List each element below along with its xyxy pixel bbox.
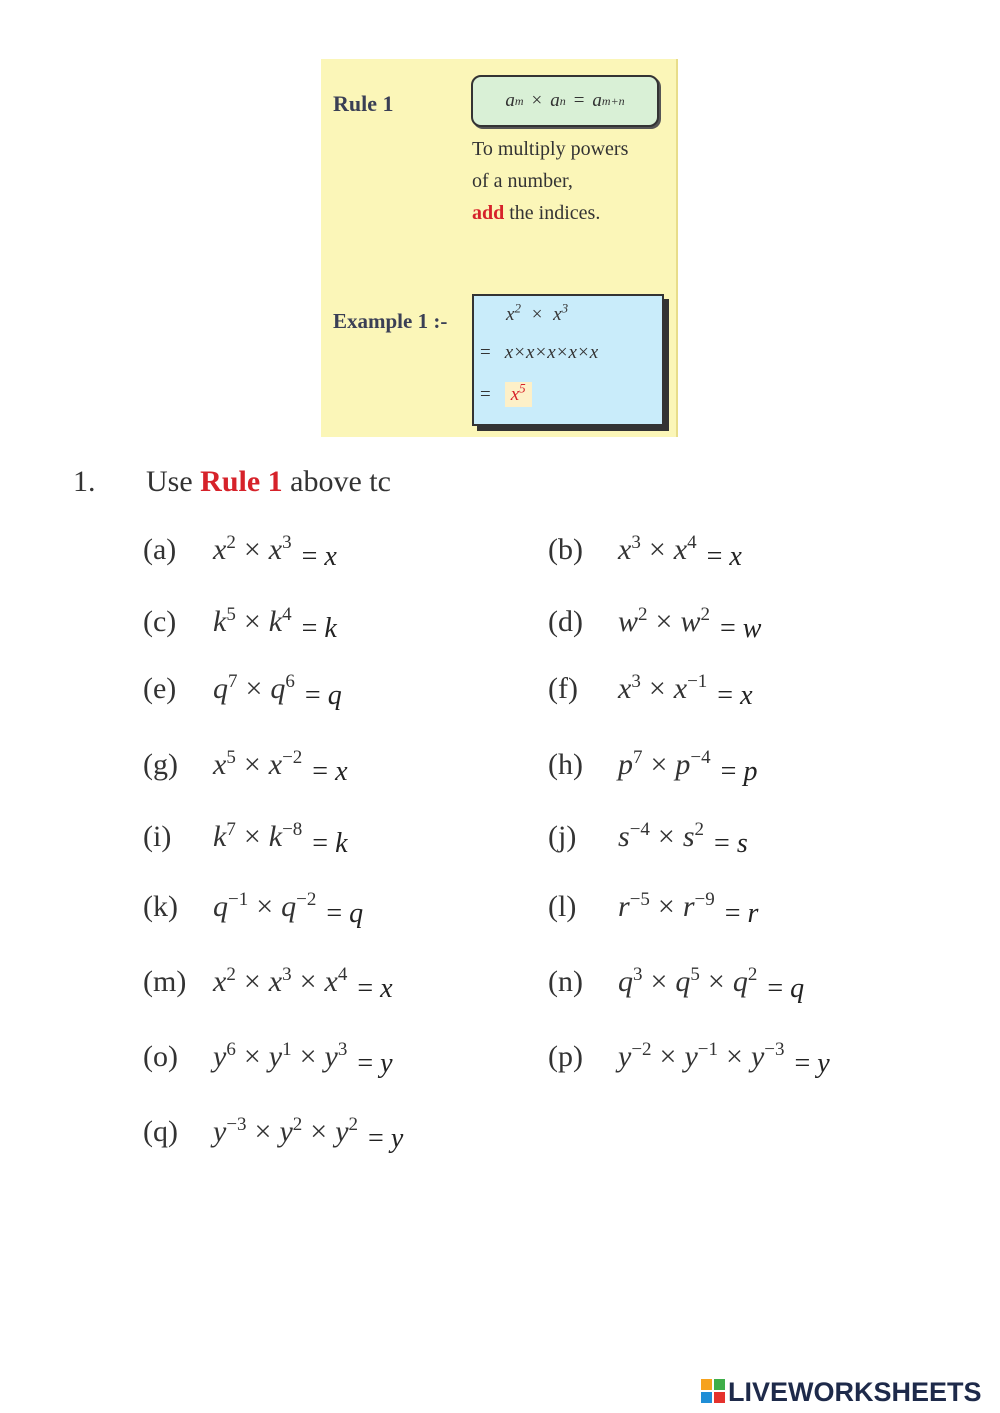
rule-desc-line bbox=[472, 197, 628, 229]
exercise-label: (i) bbox=[143, 820, 172, 853]
term-base: q bbox=[270, 672, 286, 705]
equals-sign: = bbox=[767, 973, 784, 1004]
exercise-expression bbox=[618, 890, 715, 923]
example-base: x bbox=[506, 304, 515, 325]
term-exponent: 6 bbox=[285, 671, 295, 692]
answer-stub bbox=[720, 613, 761, 644]
example-base: x bbox=[510, 384, 520, 405]
term-base: x bbox=[673, 672, 688, 705]
exercise-expression bbox=[618, 820, 704, 853]
exercise-expression bbox=[213, 890, 316, 923]
term-exponent: 4 bbox=[687, 532, 697, 553]
example-equals: = bbox=[480, 342, 491, 363]
exercise-expression bbox=[213, 672, 295, 705]
exercise-label: (f) bbox=[548, 672, 578, 705]
term-exponent: −1 bbox=[697, 1039, 719, 1060]
term-base: r bbox=[682, 890, 695, 923]
term-exponent: 2 bbox=[226, 964, 236, 985]
exercise-expression bbox=[618, 748, 711, 781]
term-base: y bbox=[268, 1040, 283, 1073]
exercise-item bbox=[548, 604, 762, 644]
term-base: y bbox=[213, 1115, 227, 1148]
answer-stub bbox=[714, 828, 748, 859]
answer-base: q bbox=[327, 680, 342, 711]
times-sign: × bbox=[648, 672, 666, 705]
term-exponent: −4 bbox=[629, 819, 650, 840]
exercise-item bbox=[548, 747, 758, 787]
times-sign: × bbox=[243, 965, 261, 998]
equals-sign: = bbox=[706, 541, 723, 572]
term-base: y bbox=[279, 1115, 293, 1148]
term-exponent: 2 bbox=[694, 819, 705, 840]
equals-sign: = bbox=[312, 756, 329, 787]
exercise-item bbox=[143, 604, 337, 644]
exercise-item bbox=[548, 1039, 830, 1079]
times-sign: × bbox=[243, 533, 261, 566]
term-base: x bbox=[268, 533, 283, 566]
term-exponent: −1 bbox=[687, 671, 708, 692]
times-sign: × bbox=[659, 1040, 677, 1073]
answer-base: w bbox=[742, 613, 762, 644]
term-base: s bbox=[682, 820, 695, 853]
equals-sign: = bbox=[368, 1123, 384, 1154]
exercise-item bbox=[548, 889, 759, 929]
formula-base: a bbox=[550, 90, 560, 111]
exercise-item bbox=[548, 532, 742, 572]
term-exponent: 3 bbox=[633, 964, 643, 985]
term-base: k bbox=[213, 605, 227, 638]
exercise-expression bbox=[618, 533, 697, 566]
term-base: x bbox=[324, 965, 338, 998]
times-sign: × bbox=[707, 965, 725, 998]
question-post: above tc bbox=[282, 465, 391, 498]
equals-sign: = bbox=[357, 1048, 374, 1079]
answer-base: x bbox=[324, 541, 337, 572]
term-base: y bbox=[335, 1115, 349, 1148]
answer-base: r bbox=[747, 898, 759, 929]
exercise-label: (l) bbox=[548, 890, 577, 923]
exercise-label: (h) bbox=[548, 748, 583, 781]
equals-sign: = bbox=[794, 1048, 811, 1079]
term-exponent: 7 bbox=[226, 819, 236, 840]
example-expansion: x×x×x×x×x bbox=[504, 342, 599, 363]
exercise-expression bbox=[618, 965, 757, 998]
exercise-label: (k) bbox=[143, 890, 178, 923]
answer-stub bbox=[357, 973, 392, 1004]
term-exponent: −4 bbox=[690, 747, 711, 768]
exercise-item bbox=[143, 671, 342, 711]
exercise-label: (n) bbox=[548, 965, 583, 998]
term-base: x bbox=[213, 533, 227, 566]
rule-desc-highlight: add bbox=[472, 202, 505, 224]
term-exponent: 3 bbox=[337, 1039, 348, 1060]
example-equals: = bbox=[480, 384, 491, 405]
times-sign: × bbox=[254, 1115, 272, 1148]
rule-desc-line: of a number, bbox=[472, 170, 573, 192]
term-exponent: −2 bbox=[282, 747, 303, 768]
term-base: r bbox=[618, 890, 630, 923]
example-line-1 bbox=[506, 300, 569, 326]
term-base: x bbox=[213, 965, 227, 998]
term-base: y bbox=[213, 1040, 227, 1073]
answer-base: x bbox=[335, 756, 348, 787]
answer-base: q bbox=[349, 898, 364, 929]
answer-base: y bbox=[380, 1048, 393, 1079]
answer-base: x bbox=[380, 973, 393, 1004]
logo-text: LIVEWORKSHEETS bbox=[728, 1377, 982, 1407]
exercise-expression bbox=[618, 672, 707, 705]
formula-base: a bbox=[592, 90, 602, 111]
term-base: w bbox=[680, 605, 701, 638]
answer-base: k bbox=[324, 613, 337, 644]
term-exponent: 2 bbox=[292, 1114, 303, 1135]
exercise-label: (o) bbox=[143, 1040, 178, 1073]
term-base: q bbox=[675, 965, 691, 998]
term-base: p bbox=[675, 748, 691, 781]
answer-stub bbox=[767, 973, 804, 1004]
term-exponent: 3 bbox=[282, 964, 292, 985]
times-sign: × bbox=[299, 1040, 317, 1073]
answer-stub bbox=[302, 541, 337, 572]
question-pre: Use bbox=[146, 465, 201, 498]
exercise-label: (a) bbox=[143, 533, 177, 566]
exercise-label: (d) bbox=[548, 605, 583, 638]
equals-sign: = bbox=[724, 898, 741, 929]
term-exponent: −3 bbox=[764, 1039, 785, 1060]
exercise-item bbox=[548, 819, 748, 859]
answer-base: p bbox=[743, 756, 758, 787]
exercise-label: (m) bbox=[143, 965, 187, 998]
term-exponent: 2 bbox=[638, 604, 648, 625]
answer-stub bbox=[326, 898, 363, 929]
term-base: w bbox=[618, 605, 639, 638]
question-rule-ref: Rule 1 bbox=[200, 465, 283, 498]
term-base: x bbox=[618, 672, 632, 705]
rule-desc-text: the indices. bbox=[504, 202, 601, 224]
exercise-label: (g) bbox=[143, 748, 178, 781]
exercise-item bbox=[143, 819, 348, 859]
answer-stub bbox=[305, 680, 342, 711]
exercise-item bbox=[143, 532, 337, 572]
term-base: p bbox=[618, 748, 633, 781]
example-line-3 bbox=[480, 380, 532, 406]
term-exponent: 5 bbox=[226, 747, 236, 768]
term-base: x bbox=[213, 748, 227, 781]
term-base: q bbox=[213, 890, 228, 923]
term-base: y bbox=[324, 1040, 338, 1073]
term-base: x bbox=[268, 965, 283, 998]
answer-stub bbox=[717, 680, 752, 711]
equals-sign: = bbox=[714, 828, 730, 859]
exercise-expression bbox=[618, 605, 710, 638]
exercise-expression bbox=[618, 1040, 784, 1073]
formula-base: a bbox=[505, 90, 515, 111]
formula-equals: = bbox=[573, 90, 585, 111]
times-sign: × bbox=[650, 748, 668, 781]
answer-base: k bbox=[335, 828, 348, 859]
exercise-expression bbox=[213, 1115, 358, 1148]
term-base: y bbox=[750, 1040, 765, 1073]
exercise-item bbox=[143, 1039, 393, 1079]
exercise-expression bbox=[213, 820, 302, 853]
term-base: k bbox=[268, 820, 283, 853]
times-sign: × bbox=[256, 890, 274, 923]
times-sign: × bbox=[243, 820, 261, 853]
times-sign: × bbox=[243, 1040, 261, 1073]
exercise-item bbox=[143, 964, 393, 1004]
equals-sign: = bbox=[301, 613, 318, 644]
liveworksheets-logo-icon bbox=[700, 1378, 726, 1404]
term-exponent: −5 bbox=[629, 889, 650, 910]
exercise-item bbox=[143, 1114, 404, 1154]
example-exp: 5 bbox=[519, 380, 526, 396]
rule-formula: a m × a n = a m+n bbox=[471, 75, 659, 127]
exercise-item bbox=[143, 747, 348, 787]
term-exponent: 2 bbox=[700, 604, 710, 625]
term-base: y bbox=[684, 1040, 698, 1073]
equals-sign: = bbox=[357, 973, 374, 1004]
term-exponent: 3 bbox=[631, 532, 641, 553]
example-exp: 3 bbox=[561, 300, 569, 316]
equals-sign: = bbox=[304, 680, 321, 711]
term-base: q bbox=[213, 672, 228, 705]
answer-base: s bbox=[736, 828, 748, 859]
liveworksheets-logo bbox=[700, 1377, 982, 1408]
term-exponent: 2 bbox=[747, 964, 758, 985]
times-sign: × bbox=[299, 965, 317, 998]
equals-sign: = bbox=[717, 680, 734, 711]
example-line-2 bbox=[480, 342, 598, 364]
times-sign: × bbox=[726, 1040, 743, 1073]
term-exponent: 5 bbox=[690, 964, 700, 985]
times-sign: × bbox=[657, 820, 675, 853]
equals-sign: = bbox=[719, 613, 736, 644]
term-exponent: −3 bbox=[226, 1114, 247, 1135]
question-number: 1. bbox=[73, 465, 96, 498]
rule-desc-line: To multiply powers bbox=[472, 138, 629, 160]
exercise-label: (c) bbox=[143, 605, 177, 638]
term-base: q bbox=[281, 890, 297, 923]
term-exponent: 2 bbox=[348, 1114, 359, 1135]
term-exponent: 2 bbox=[226, 532, 236, 553]
term-base: x bbox=[268, 748, 283, 781]
term-exponent: 7 bbox=[228, 671, 238, 692]
term-exponent: 3 bbox=[631, 671, 641, 692]
term-exponent: 6 bbox=[226, 1039, 236, 1060]
exercise-label: (j) bbox=[548, 820, 577, 853]
equals-sign: = bbox=[312, 828, 329, 859]
rule-description bbox=[472, 133, 628, 229]
answer-stub bbox=[312, 828, 347, 859]
formula-times: × bbox=[531, 90, 543, 111]
exercise-expression bbox=[213, 748, 302, 781]
example-box bbox=[472, 294, 664, 426]
times-sign: × bbox=[243, 605, 261, 638]
term-base: x bbox=[618, 533, 632, 566]
times-sign: × bbox=[655, 605, 673, 638]
term-base: x bbox=[673, 533, 688, 566]
term-exponent: 4 bbox=[282, 604, 292, 625]
exercise-expression bbox=[213, 533, 292, 566]
answer-stub bbox=[707, 541, 742, 572]
term-exponent: −2 bbox=[631, 1039, 652, 1060]
answer-stub bbox=[312, 756, 347, 787]
term-exponent: −9 bbox=[694, 889, 715, 910]
exercise-expression bbox=[213, 605, 292, 638]
answer-base: y bbox=[817, 1048, 830, 1079]
answer-stub bbox=[794, 1048, 829, 1079]
times-sign: × bbox=[650, 965, 668, 998]
term-exponent: −1 bbox=[228, 889, 249, 910]
answer-base: x bbox=[729, 541, 742, 572]
equals-sign: = bbox=[301, 541, 318, 572]
equals-sign: = bbox=[326, 898, 343, 929]
exercise-label: (q) bbox=[143, 1115, 178, 1148]
answer-stub bbox=[725, 898, 759, 929]
question-text bbox=[146, 465, 391, 499]
term-base: k bbox=[268, 605, 283, 638]
answer-base: y bbox=[390, 1123, 404, 1154]
exercise-label: (p) bbox=[548, 1040, 583, 1073]
example-exp: 2 bbox=[514, 300, 521, 316]
exercise-item bbox=[143, 889, 364, 929]
exercise-label: (e) bbox=[143, 672, 177, 705]
exercise-item bbox=[548, 671, 753, 711]
times-sign: × bbox=[648, 533, 666, 566]
answer-base: x bbox=[740, 680, 753, 711]
answer-stub bbox=[302, 613, 337, 644]
term-exponent: 4 bbox=[337, 964, 348, 985]
exercise-expression bbox=[213, 965, 347, 998]
example-answer bbox=[505, 382, 532, 407]
times-sign: × bbox=[310, 1115, 328, 1148]
example-base: x bbox=[553, 304, 562, 325]
answer-stub bbox=[721, 756, 758, 787]
rule-title: Rule 1 bbox=[333, 91, 394, 116]
answer-stub bbox=[357, 1048, 392, 1079]
times-sign: × bbox=[657, 890, 675, 923]
exercise-expression bbox=[213, 1040, 347, 1073]
term-base: q bbox=[618, 965, 633, 998]
term-base: k bbox=[213, 820, 227, 853]
exercise-label: (b) bbox=[548, 533, 583, 566]
term-exponent: 1 bbox=[282, 1039, 292, 1060]
term-exponent: −2 bbox=[296, 889, 317, 910]
answer-base: q bbox=[790, 973, 805, 1004]
term-base: s bbox=[618, 820, 630, 853]
term-exponent: 7 bbox=[633, 747, 643, 768]
term-exponent: −8 bbox=[282, 819, 303, 840]
term-base: q bbox=[732, 965, 748, 998]
exercise-item bbox=[548, 964, 805, 1004]
times-sign: × bbox=[245, 672, 263, 705]
example-title: Example 1 :- bbox=[333, 309, 448, 333]
times-sign: × bbox=[243, 748, 261, 781]
equals-sign: = bbox=[720, 756, 737, 787]
answer-stub bbox=[368, 1123, 403, 1154]
term-exponent: 3 bbox=[282, 532, 292, 553]
term-exponent: 5 bbox=[226, 604, 236, 625]
term-base: y bbox=[618, 1040, 632, 1073]
rule-card bbox=[321, 59, 678, 437]
example-times: × bbox=[531, 304, 543, 325]
